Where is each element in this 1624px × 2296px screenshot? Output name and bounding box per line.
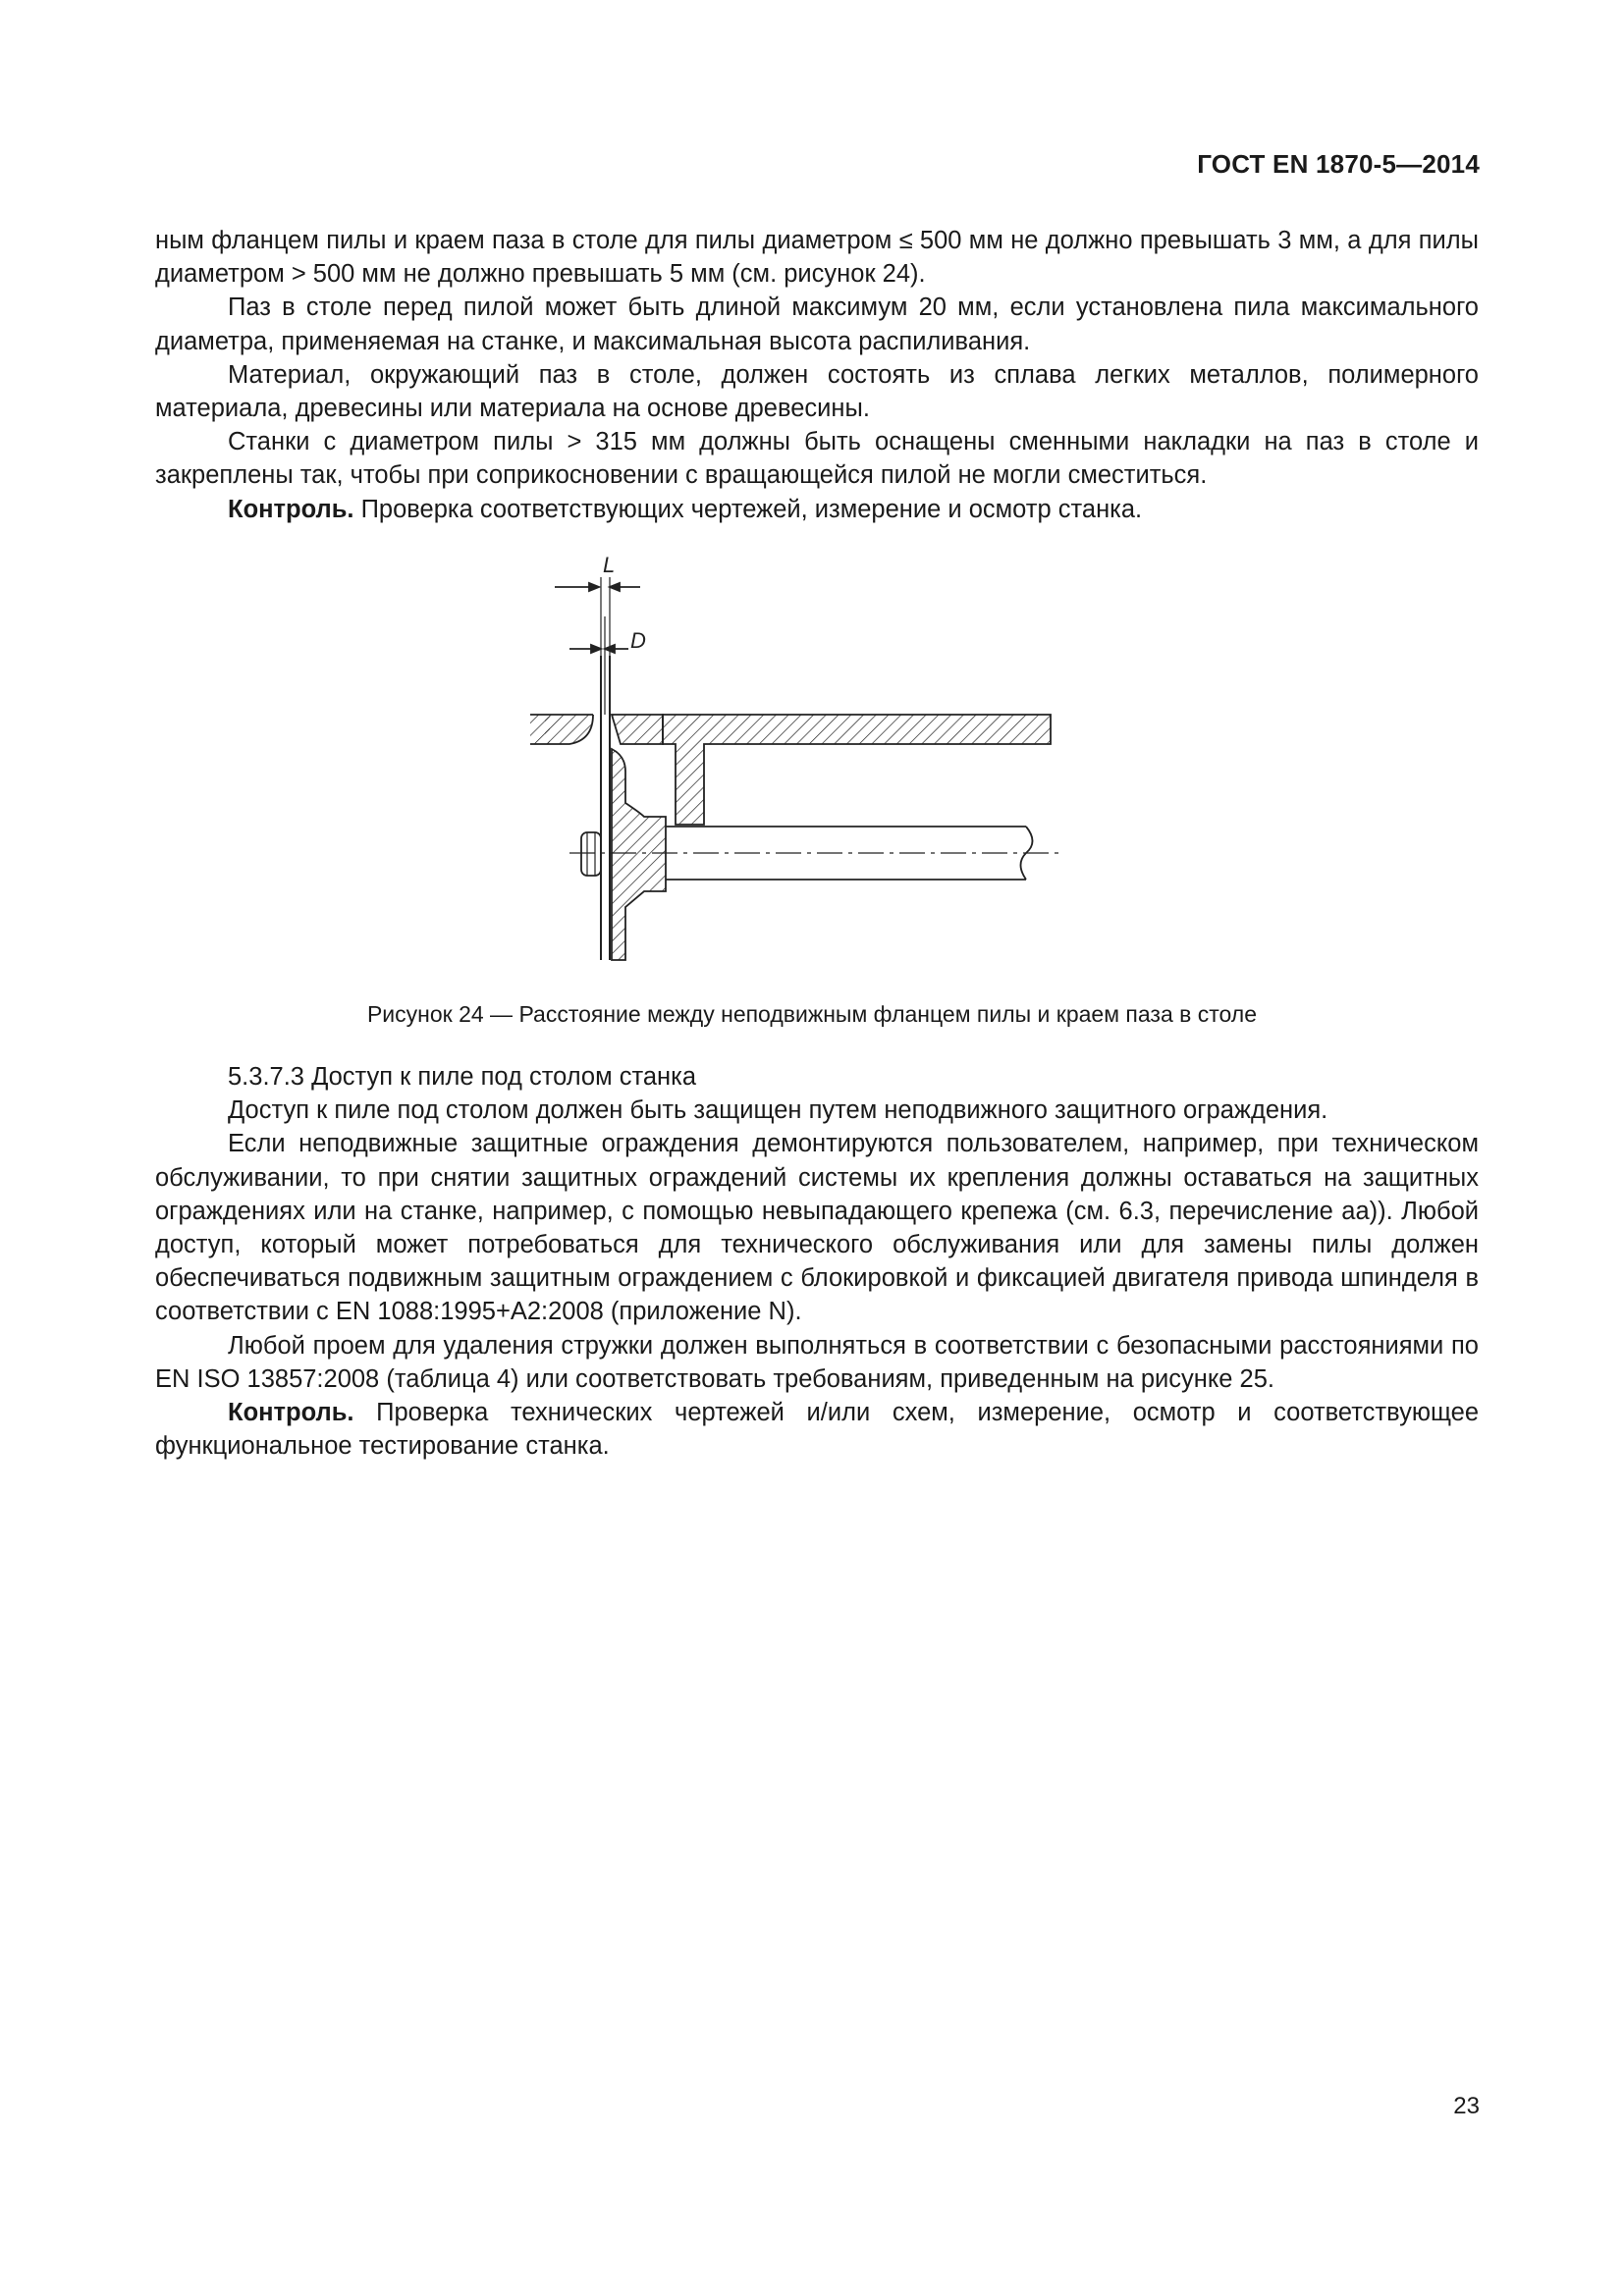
control-text: Проверка соответствующих чертежей, измерение и осмотр станка. (353, 495, 1143, 523)
section-paragraph-1: Доступ к пиле под столом должен быть защищен путем неподвижного защитного ограждения. (228, 1096, 1328, 1125)
section-paragraph-3: Любой проем для удаления стружки должен выполняться в соответствии с безопасными расстояниями по EN ISO 13857:2008 (таблица 4) или соответствовать требованиям, приведенным на рисунке 25. (155, 1331, 1479, 1393)
table-insert (612, 715, 663, 744)
paragraph-control (155, 493, 1479, 526)
section-paragraph-2: Если неподвижные защитные ограждения демонтируются пользователем, например, при техническом обслуживании, то при снятии защитных ограждений системы их крепления должны оставаться на защитных ограждениях или на станке, например, с помощью невыпадающего крепежа (см. 6.3, перечисление аа)). Любой доступ, который может потребоваться для технического обслуживания или для замены пилы должен обеспечиваться подвижным защитным ограждением с блокировкой и фиксацией двигателя привода шпинделя в соответствии с EN 1088:1995+A2:2008 (приложение N). (155, 1130, 1479, 1326)
nut-body (581, 832, 601, 876)
top-text-block (155, 224, 1479, 526)
document-header: ГОСТ EN 1870-5—2014 (1197, 149, 1480, 179)
section-control (155, 1396, 1479, 1463)
dim-L-arrow-left (589, 583, 599, 591)
label-L: L (603, 553, 616, 577)
section-control-text: Проверка технических чертежей и/или схем, измерение, осмотр и соответствующее функциональное тестирование станка. (155, 1399, 1479, 1461)
section-control-label: Контроль. (228, 1399, 354, 1427)
section-heading: 5.3.7.3 Доступ к пиле под столом станка (228, 1063, 697, 1091)
saw-flange-diagram (530, 548, 1100, 970)
control-label: Контроль. (228, 495, 354, 523)
figure-caption: Рисунок 24 — Расстояние между неподвижным фланцем пилы и краем паза в столе (366, 1001, 1258, 1027)
dim-D-arrow-left (591, 645, 601, 653)
fixed-flange (612, 749, 666, 960)
figure-24-drawing (530, 548, 1100, 970)
paragraph-continuation: ным фланцем пилы и краем паза в столе для пилы диаметром ≤ 500 мм не должно превышать 3 мм, а для пилы диаметром > 500 мм не должно превышать 5 мм (см. рисунок 24). (155, 227, 1479, 289)
table-left-hatch (545, 715, 593, 744)
paragraph-inserts: Станки с диаметром пилы > 315 мм должны быть оснащены сменными накладки на паз в столе и закреплены так, чтобы при соприкосновении с вращающейся пилой не могли сместиться. (155, 428, 1479, 490)
paragraph-material: Материал, окружающий паз в столе, должен состоять из сплава легких металлов, полимерного материала, древесины или материала на основе древесины. (155, 360, 1479, 423)
page-number: 23 (1453, 2093, 1480, 2119)
label-D: D (630, 628, 646, 653)
section-5-3-7-3 (155, 1060, 1479, 1463)
paragraph-slot-length: Паз в столе перед пилой может быть длиной максимум 20 мм, если установлена пила максимального диаметра, применяемая на станке, и максимальная высота распиливания. (155, 294, 1479, 355)
table-right (663, 715, 1051, 825)
